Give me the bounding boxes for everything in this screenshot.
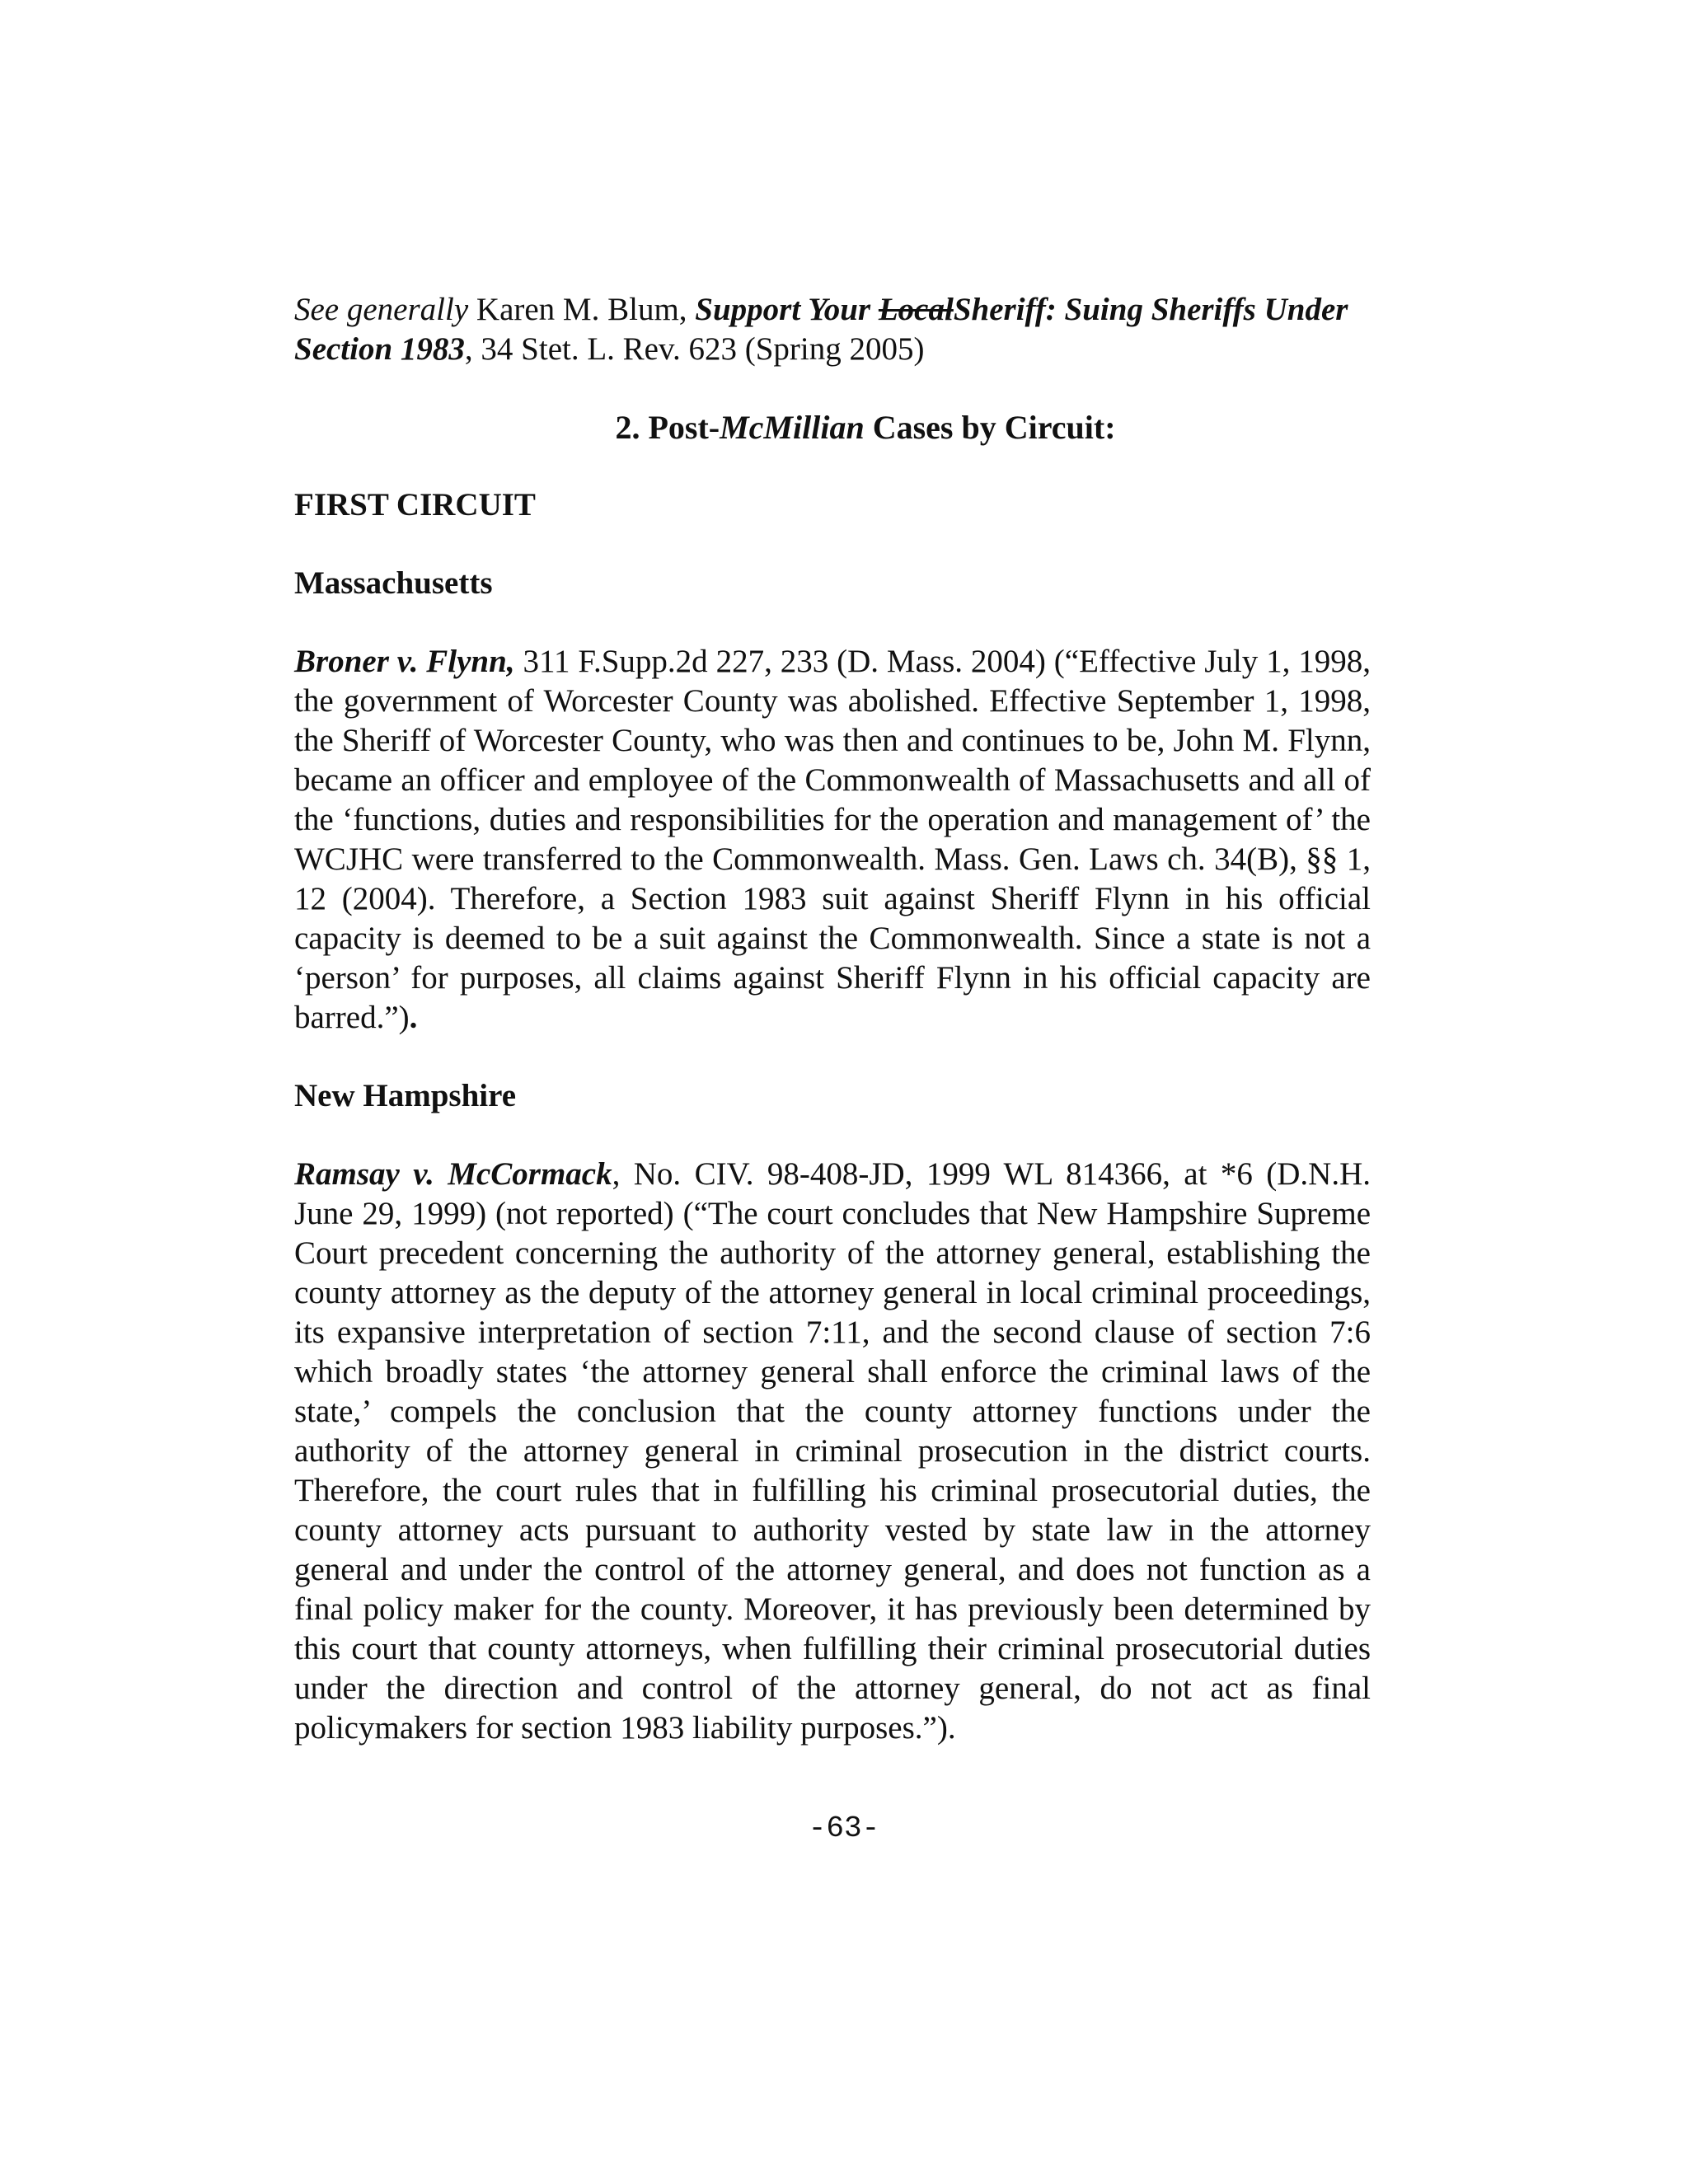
citation-title-struck-word: Local bbox=[878, 292, 954, 327]
citation-title-part1: Support Your bbox=[695, 292, 879, 327]
case-name: Ramsay v. McCormack bbox=[294, 1156, 612, 1192]
citation-author: Karen M. Blum, bbox=[468, 292, 696, 327]
circuit-heading: FIRST CIRCUIT bbox=[294, 487, 536, 523]
case-name: Broner v. Flynn, bbox=[294, 644, 515, 679]
case-paragraph-broner bbox=[294, 642, 1371, 1038]
document-body bbox=[294, 290, 1371, 1787]
page-number: -63- bbox=[808, 1811, 880, 1845]
case-paragraph-ramsay bbox=[294, 1155, 1371, 1748]
signal-see-generally: See generally bbox=[294, 292, 469, 327]
case-text: 311 F.Supp.2d 227, 233 (D. Mass. 2004) (“Effective July 1, 1998, the government of Worcester County was abolished. Effective September 1, 1998, the Sheriff of Worcester County, who was then and continues to be, John M. Flynn, became an officer and employee of the Commonwealth of Massachusetts and all of the ‘functions, duties and responsibilities for the operation and management of’ the WCJHC were transferred to the Commonwealth. Mass. Gen. Laws ch. 34(B), §§ 1, 12 (2004). Therefore, a Section 1983 suit against Sheriff Flynn in his official capacity is deemed to be a suit against the Commonwealth. Since a state is not a ‘person’ for purposes, all claims against Sheriff Flynn in his official capacity are barred.”) bbox=[294, 644, 1371, 1035]
citation-source: , 34 Stet. L. Rev. 623 (Spring 2005) bbox=[464, 331, 925, 367]
section-heading-italic: McMillian bbox=[720, 409, 865, 446]
state-heading-massachusetts: Massachusetts bbox=[294, 565, 493, 601]
case-text: , No. CIV. 98-408-JD, 1999 WL 814366, at *6 (D.N.H. June 29, 1999) (not reported) (“The court concludes that New Hampshire Supreme Court precedent concerning the authority of the attorney general, establishing the county attorney as the deputy of the attorney general in local criminal proceedings, its expansive interpretation of section 7:11, and the second clause of section 7:6 which broadly states ‘the attorney general shall enforce the criminal laws of the state,’ compels the conclusion that the county attorney functions under the authority of the attorney general in criminal prosecution in the district courts. Therefore, the court rules that in fulfilling his criminal prosecutorial duties, the county attorney acts pursuant to authority vested by state law in the attorney general and under the control of the attorney general, and does not function as a final policy maker for the county. Moreover, it has previously been determined by this court that county attorneys, when fulfilling their criminal prosecutorial duties under the direction and control of the attorney general, do not act as final policymakers for section 1983 liability purposes.”). bbox=[294, 1156, 1371, 1746]
section-heading-suffix: Cases by Circuit: bbox=[864, 409, 1116, 446]
section-heading-prefix: 2. Post- bbox=[615, 409, 720, 446]
citation-title-part2: Sheriff: Suing Sheriffs Under Section 1983 bbox=[294, 292, 1348, 367]
state-heading-new-hampshire: New Hampshire bbox=[294, 1078, 517, 1113]
section-heading bbox=[294, 408, 1371, 448]
case-end-punctuation: . bbox=[409, 1000, 418, 1035]
see-generally-citation bbox=[294, 290, 1371, 369]
